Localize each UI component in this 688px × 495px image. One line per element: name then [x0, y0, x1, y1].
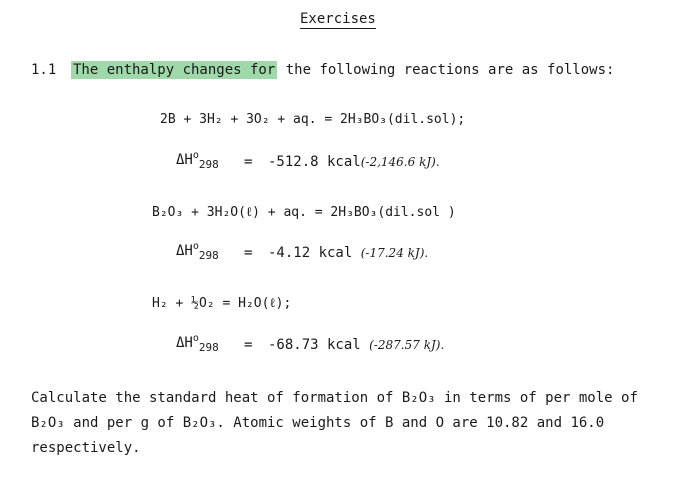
- problem-intro: [71, 62, 614, 78]
- highlighted-text: The enthalpy changes for: [73, 62, 276, 78]
- reaction-3-kj: (-287.57 kJ).: [369, 338, 445, 352]
- reaction-2-equals: =: [244, 245, 253, 261]
- question-line-1: Calculate the standard heat of formation of B₂O₃ in terms of per mole of: [31, 390, 638, 406]
- question-text: [31, 386, 638, 461]
- question-line-2: B₂O₃ and per g of B₂O₃. Atomic weights of B and O are 10.82 and 16.0: [31, 415, 605, 431]
- reaction-2-dh-label: $\Delta H^o_{298}$: [176, 241, 219, 262]
- reaction-1-kcal: -512.8 kcal: [268, 154, 361, 170]
- reaction-2-value: [268, 245, 428, 261]
- reaction-1-equation: 2B + 3H₂ + 3O₂ + aq. = 2H₃BO₃(dil.sol);: [160, 112, 466, 127]
- problem-number: 1.1: [31, 62, 57, 78]
- reaction-1-equals: =: [244, 154, 253, 170]
- reaction-3-equation: H₂ + ½O₂ = H₂O(ℓ);: [152, 296, 292, 311]
- reaction-3-kcal: -68.73 kcal: [268, 337, 361, 353]
- reaction-3-value: [268, 337, 444, 353]
- section-heading: Exercises: [300, 11, 376, 27]
- reaction-2-equation: B₂O₃ + 3H₂O(ℓ) + aq. = 2H₃BO₃(dil.sol ): [152, 205, 456, 220]
- reaction-2-kcal: -4.12 kcal: [268, 245, 353, 261]
- reaction-1-dh-label: $\Delta H^o_{298}$: [176, 150, 219, 171]
- reaction-1-kj: (-2,146.6 kJ).: [360, 155, 440, 169]
- reaction-3-equals: =: [244, 337, 253, 353]
- reaction-3-dh-label: $\Delta H^o_{298}$: [176, 333, 219, 354]
- question-line-3: respectively.: [31, 440, 141, 456]
- intro-rest: the following reactions are as follows:: [277, 62, 615, 78]
- reaction-1-value: [268, 154, 440, 170]
- reaction-2-kj: (-17.24 kJ).: [360, 246, 429, 260]
